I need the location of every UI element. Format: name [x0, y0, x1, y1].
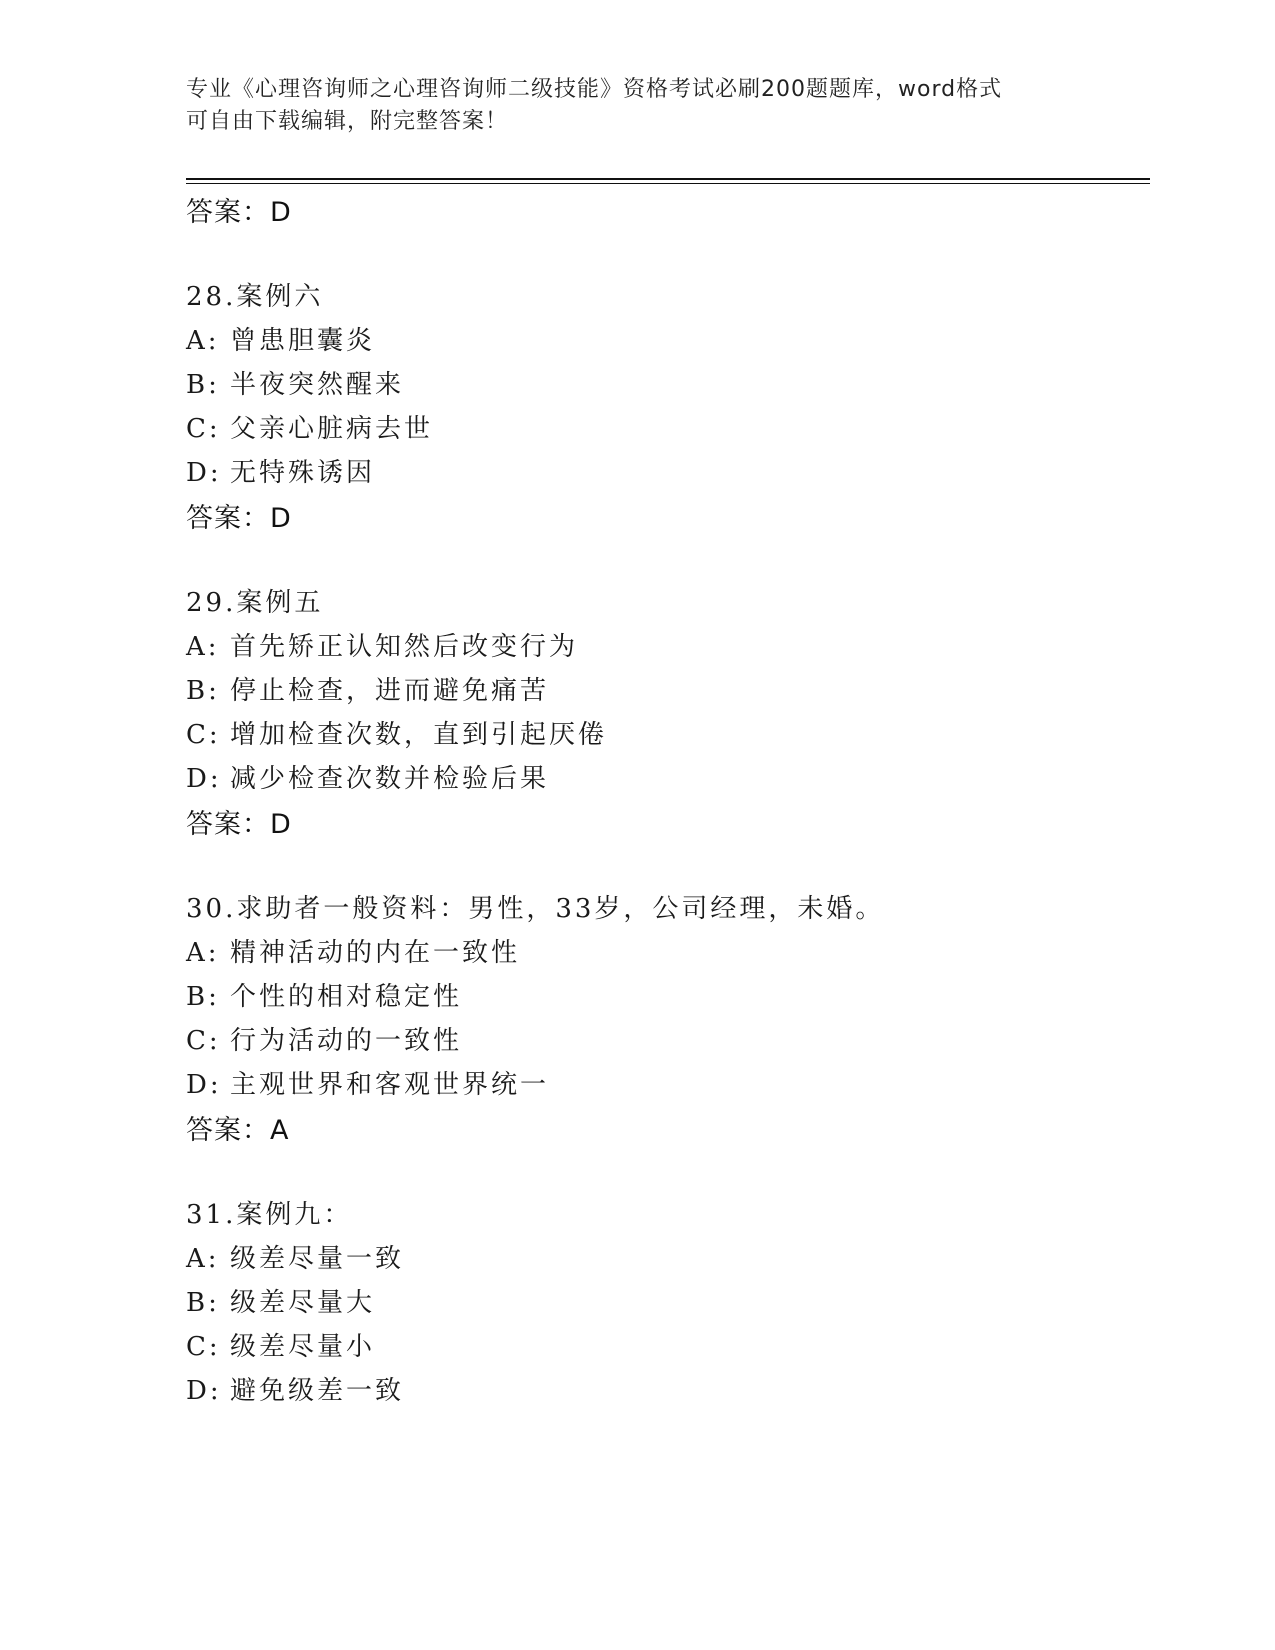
question-31-option-c	[186, 1326, 375, 1363]
option-letter: C:	[186, 1332, 221, 1362]
question-29-option-c	[186, 714, 607, 751]
option-letter: D:	[186, 1070, 222, 1100]
option-text: 增加检查次数，直到引起厌倦	[230, 720, 608, 750]
option-text: 半夜突然醒来	[230, 370, 405, 400]
option-letter: B:	[186, 676, 220, 706]
question-31-option-a	[186, 1238, 404, 1275]
question-30-title: 30.求助者一般资料：男性，33岁，公司经理，未婚。	[186, 894, 885, 924]
question-30-option-a	[186, 932, 520, 969]
option-text: 级差尽量小	[230, 1332, 376, 1362]
answer-30: 答案：A	[186, 1115, 290, 1146]
document-header	[186, 74, 1086, 138]
question-31-option-b	[186, 1282, 375, 1319]
option-letter: A:	[186, 326, 220, 356]
option-letter: C:	[186, 414, 221, 444]
question-28-option-c	[186, 408, 433, 445]
option-text: 父亲心脏病去世	[230, 414, 434, 444]
option-letter: D:	[186, 458, 222, 488]
option-text: 无特殊诱因	[230, 458, 376, 488]
option-letter: B:	[186, 370, 220, 400]
answer-27: 答案：D	[186, 197, 292, 228]
question-29-title: 29.案例五	[186, 588, 324, 618]
answer-29: 答案：D	[186, 809, 292, 840]
header-line-2: 可自由下载编辑，附完整答案！	[186, 109, 509, 134]
option-letter: B:	[186, 982, 220, 1012]
option-text: 级差尽量大	[230, 1288, 376, 1318]
question-28-option-d	[186, 452, 375, 489]
question-30-option-d	[186, 1064, 549, 1101]
question-29-option-d	[186, 758, 549, 795]
option-text: 主观世界和客观世界统一	[230, 1070, 550, 1100]
question-29-option-b	[186, 670, 549, 707]
option-letter: A:	[186, 632, 220, 662]
option-letter: C:	[186, 720, 221, 750]
question-30-option-b	[186, 976, 462, 1013]
option-letter: D:	[186, 764, 222, 794]
option-letter: D:	[186, 1376, 222, 1406]
option-letter: B:	[186, 1288, 220, 1318]
question-30-option-c	[186, 1020, 462, 1057]
header-divider	[186, 178, 1150, 184]
header-line-1: 专业《心理咨询师之心理咨询师二级技能》资格考试必刷200题题库，word格式	[186, 77, 1003, 102]
question-31-title: 31.案例九：	[186, 1200, 353, 1230]
answer-28: 答案：D	[186, 503, 292, 534]
question-28-title: 28.案例六	[186, 282, 324, 312]
option-letter: A:	[186, 1244, 220, 1274]
option-text: 精神活动的内在一致性	[230, 938, 521, 968]
question-31-option-d	[186, 1370, 404, 1407]
option-text: 行为活动的一致性	[230, 1026, 463, 1056]
option-text: 减少检查次数并检验后果	[230, 764, 550, 794]
question-28-option-a	[186, 320, 375, 357]
option-letter: A:	[186, 938, 220, 968]
option-letter: C:	[186, 1026, 221, 1056]
option-text: 首先矫正认知然后改变行为	[230, 632, 579, 662]
question-29-option-a	[186, 626, 578, 663]
option-text: 避免级差一致	[230, 1376, 405, 1406]
option-text: 曾患胆囊炎	[230, 326, 376, 356]
option-text: 级差尽量一致	[230, 1244, 405, 1274]
question-28-option-b	[186, 364, 404, 401]
option-text: 个性的相对稳定性	[230, 982, 463, 1012]
option-text: 停止检查，进而避免痛苦	[230, 676, 550, 706]
